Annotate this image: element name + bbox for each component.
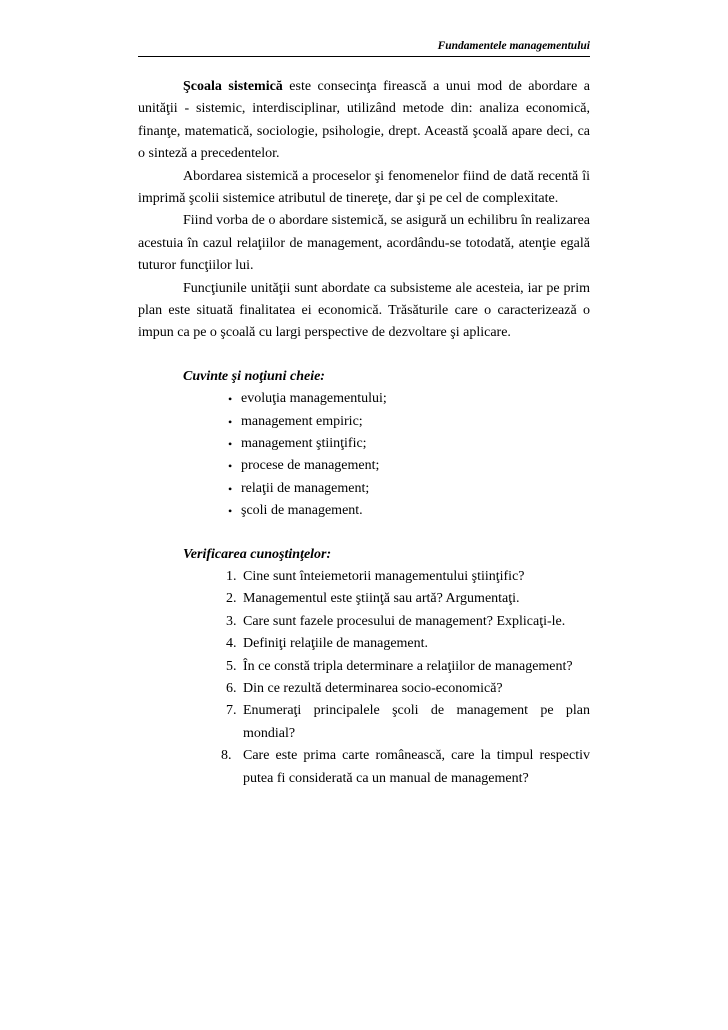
question-text: Definiţi relaţiile de management. [243, 636, 429, 652]
question-number: 4. [226, 636, 237, 652]
paragraph-text: Abordarea sistemică a proceselor şi fenomenelor fiind de dată recentă îi imprimă şcolii sistemice atributul de tinereţe, dar şi pe cel de complexitate. [138, 168, 590, 207]
question-number: 6. [226, 681, 237, 697]
bullet-icon: • [228, 504, 233, 519]
question-number: 7. [226, 703, 237, 719]
bullet-icon: • [228, 437, 233, 452]
question-item [226, 588, 590, 610]
question-item [226, 611, 590, 633]
questions-list [138, 566, 590, 790]
keyword-text: management empiric; [241, 413, 363, 429]
running-header: Fundamentele managementului [437, 40, 590, 52]
keyword-item [228, 500, 590, 522]
question-number: 3. [226, 613, 237, 629]
paragraph-text: Fiind vorba de o abordare sistemică, se asigură un echilibru în realizarea acestuia în cazul relaţiilor de management, acordându-se totodată, atenţie egală tuturor funcţiilor lui. [138, 213, 590, 274]
keywords-title: Cuvinte şi noţiuni cheie: [183, 368, 325, 384]
question-text: În ce constă tripla determinare a relaţiilor de management? [243, 658, 573, 674]
question-item [226, 633, 590, 655]
paragraph [138, 166, 590, 211]
keyword-item [228, 388, 590, 410]
question-text: Din ce rezultă determinarea socio-economică? [243, 681, 503, 697]
question-text: Care sunt fazele procesului de management? Explicaţi-le. [243, 613, 566, 629]
question-text: Care este prima carte românească, care la timpul respectiv putea fi considerată ca un manual de management? [243, 748, 590, 786]
question-text: Enumeraţi principalele şcoli de management pe plan mondial? [243, 703, 590, 741]
question-item [226, 656, 590, 678]
paragraph-text: este consecinţa firească a unui mod de abordare a unităţii - sistemic, interdisciplinar, utilizând metode din: analiza economică, finanţe, matematică, sociologie, psihologie, drept. Această şcoală apare deci, ca o sinteză a precedentelor. [138, 79, 590, 162]
paragraph [138, 210, 590, 277]
header-rule [138, 56, 590, 57]
keywords-list [138, 388, 590, 522]
question-number: 2. [226, 591, 237, 607]
keyword-text: relaţii de management; [241, 480, 370, 496]
verification-title: Verificarea cunoştinţelor: [183, 546, 332, 562]
question-number: 8. [221, 748, 232, 764]
paragraph-lead: Şcoala sistemică [183, 79, 283, 94]
bullet-icon: • [228, 459, 233, 474]
paragraph [138, 278, 590, 345]
page-content [138, 76, 590, 790]
question-number: 5. [226, 658, 237, 674]
question-number: 1. [226, 569, 237, 585]
keyword-text: evoluţia managementului; [241, 391, 387, 407]
question-item [226, 678, 590, 700]
bullet-icon: • [228, 392, 233, 407]
keyword-item [228, 411, 590, 433]
keyword-text: şcoli de management. [241, 503, 363, 519]
keyword-item [228, 433, 590, 455]
keyword-item [228, 478, 590, 500]
bullet-icon: • [228, 414, 233, 429]
paragraph-text: Funcţiunile unităţii sunt abordate ca subsisteme ale acesteia, iar pe prim plan este situată finalitatea ei economică. Trăsăturile care o caracterizează o impun ca pe o şcoală cu largi perspective de dezvoltare şi aplicare. [138, 280, 590, 341]
question-text: Cine sunt înteiemetorii managementului ştiinţific? [243, 569, 525, 585]
question-item [226, 700, 590, 745]
keyword-text: management ştiinţific; [241, 436, 367, 452]
paragraph [138, 76, 590, 166]
keyword-text: procese de management; [241, 458, 380, 474]
question-text: Managementul este ştiinţă sau artă? Argumentaţi. [243, 591, 520, 607]
question-item [226, 566, 590, 588]
question-item [221, 745, 590, 790]
keyword-item [228, 455, 590, 477]
bullet-icon: • [228, 481, 233, 496]
